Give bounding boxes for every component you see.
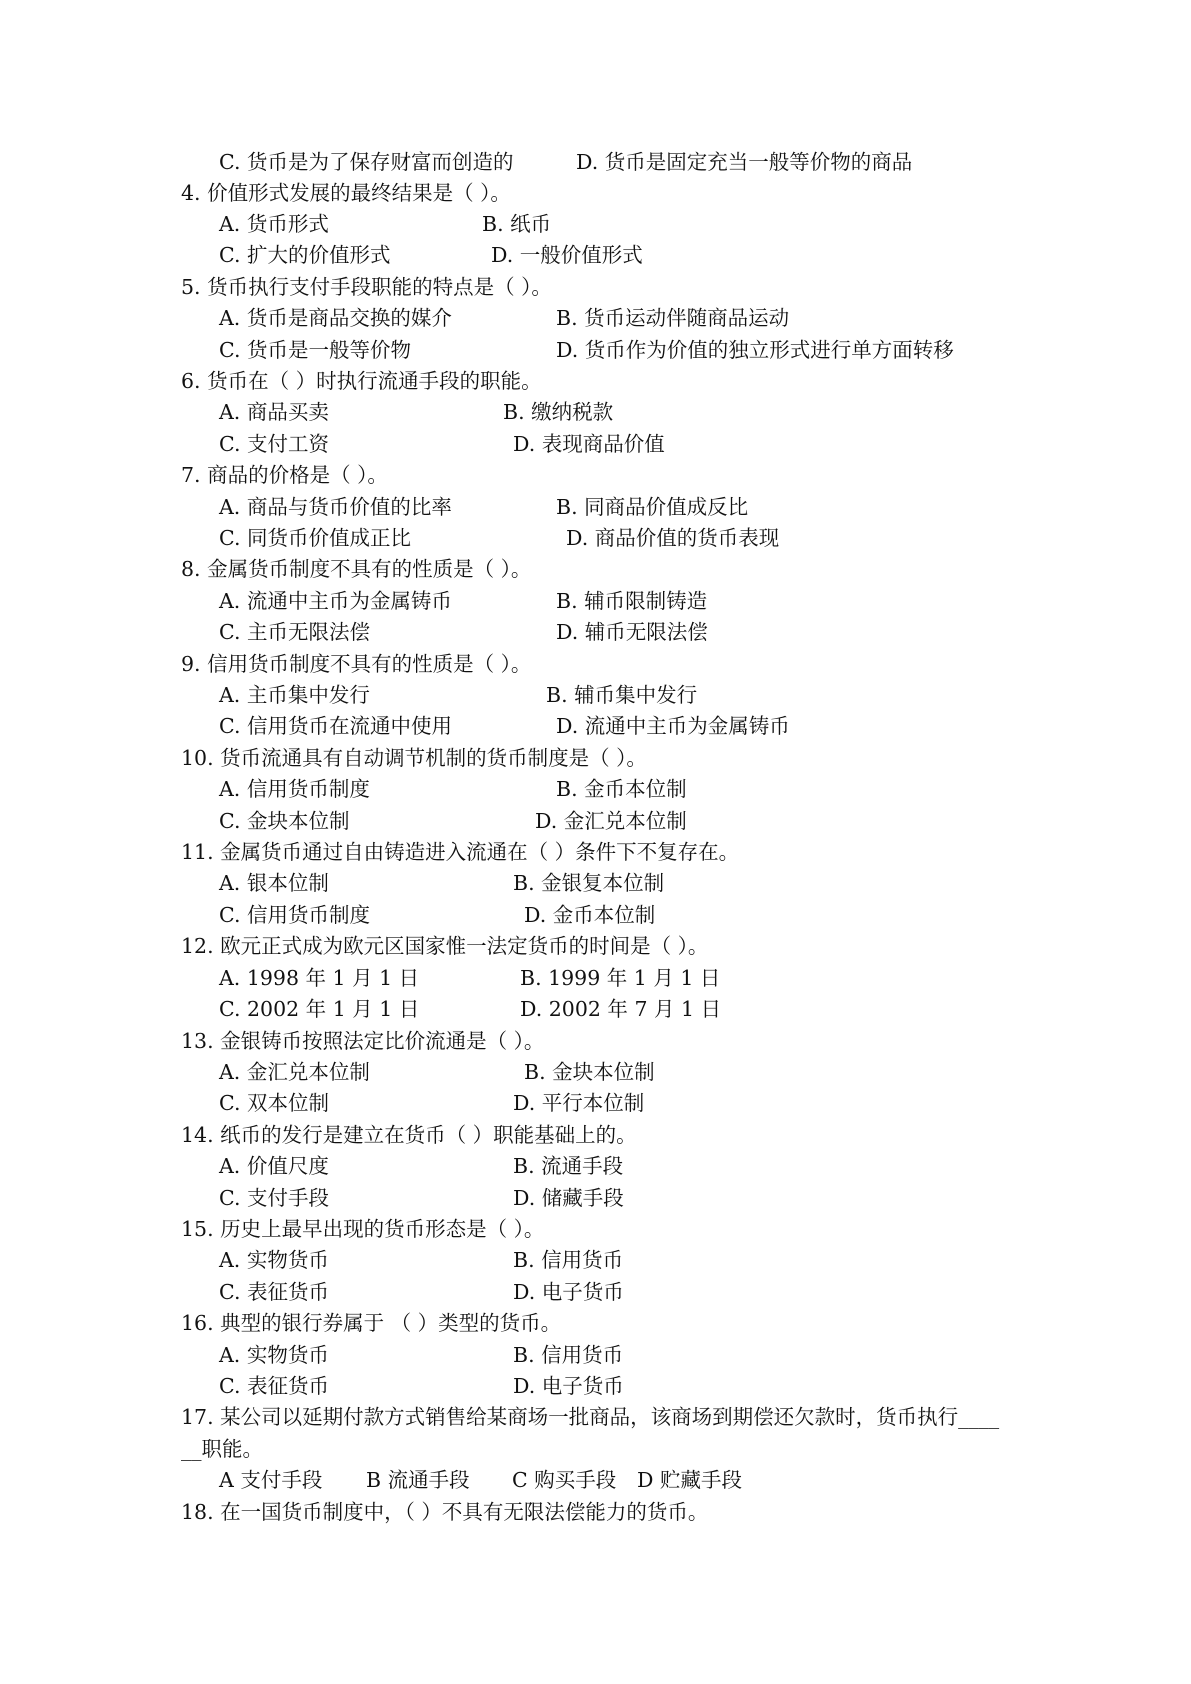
option-7b: B. 同商品价值成反比: [556, 495, 749, 519]
question-16: 16. 典型的银行券属于 （ ）类型的货币。: [181, 1311, 562, 1335]
option-16b: B. 信用货币: [513, 1343, 624, 1367]
option-10d: D. 金汇兑本位制: [535, 809, 687, 833]
question-15: 15. 历史上最早出现的货币形态是（ ）。: [181, 1217, 545, 1241]
option-16d: D. 电子货币: [513, 1374, 624, 1398]
question-9: 9. 信用货币制度不具有的性质是（ ）。: [181, 652, 532, 676]
option-16a: A. 实物货币: [219, 1343, 329, 1367]
question-4: 4. 价值形式发展的最终结果是（ ）。: [181, 181, 511, 205]
option-9a: A. 主币集中发行: [219, 683, 370, 707]
option-10c: C. 金块本位制: [219, 809, 350, 833]
question-10: 10. 货币流通具有自动调节机制的货币制度是（ ）。: [181, 746, 647, 770]
option-5a: A. 货币是商品交换的媒介: [219, 306, 452, 330]
option-13b: B. 金块本位制: [524, 1060, 655, 1084]
option-8d: D. 辅币无限法偿: [556, 620, 708, 644]
option-15c: C. 表征货币: [219, 1280, 329, 1304]
option-14c: C. 支付手段: [219, 1186, 329, 1210]
question-13: 13. 金银铸币按照法定比价流通是（ ）。: [181, 1029, 545, 1053]
option-11d: D. 金币本位制: [524, 903, 656, 927]
option-13c: C. 双本位制: [219, 1091, 329, 1115]
option-7d: D. 商品价值的货币表现: [566, 526, 780, 550]
option-5d: D. 货币作为价值的独立形式进行单方面转移: [556, 338, 954, 362]
question-14: 14. 纸币的发行是建立在货币（ ）职能基础上的。: [181, 1123, 637, 1147]
option-4b: B. 纸币: [482, 212, 552, 236]
question-5: 5. 货币执行支付手段职能的特点是（ ）。: [181, 275, 552, 299]
option-4a: A. 货币形式: [219, 212, 329, 236]
option-3c: C. 货币是为了保存财富而创造的: [219, 150, 514, 174]
option-11a: A. 银本位制: [219, 871, 329, 895]
option-9d: D. 流通中主币为金属铸币: [556, 714, 790, 738]
option-5c: C. 货币是一般等价物: [219, 338, 411, 362]
option-15a: A. 实物货币: [219, 1248, 329, 1272]
option-5b: B. 货币运动伴随商品运动: [556, 306, 790, 330]
option-14b: B. 流通手段: [513, 1154, 624, 1178]
question-8: 8. 金属货币制度不具有的性质是（ ）。: [181, 557, 532, 581]
option-13d: D. 平行本位制: [513, 1091, 645, 1115]
question-18: 18. 在一国货币制度中，（ ）不具有无限法偿能力的货币。: [181, 1500, 709, 1524]
option-11c: C. 信用货币制度: [219, 903, 370, 927]
option-9b: B. 辅币集中发行: [546, 683, 698, 707]
question-12: 12. 欧元正式成为欧元区国家惟一法定货币的时间是（ ）。: [181, 934, 709, 958]
option-8a: A. 流通中主币为金属铸币: [219, 589, 452, 613]
option-4d: D. 一般价值形式: [491, 243, 643, 267]
option-7a: A. 商品与货币价值的比率: [219, 495, 452, 519]
option-10b: B. 金币本位制: [556, 777, 687, 801]
option-17b: B 流通手段: [366, 1468, 470, 1492]
option-6a: A. 商品买卖: [219, 400, 329, 424]
question-11: 11. 金属货币通过自由铸造进入流通在（ ）条件下不复存在。: [181, 840, 740, 864]
question-17: 17. 某公司以延期付款方式销售给某商场一批商品，该商场到期偿还欠款时，货币执行____: [181, 1405, 1000, 1429]
option-12c: C. 2002 年 1 月 1 日: [219, 997, 420, 1021]
option-6c: C. 支付工资: [219, 432, 329, 456]
option-8c: C. 主币无限法偿: [219, 620, 370, 644]
option-12d: D. 2002 年 7 月 1 日: [520, 997, 722, 1021]
option-14d: D. 储藏手段: [513, 1186, 624, 1210]
option-15d: D. 电子货币: [513, 1280, 624, 1304]
option-17c: C 购买手段: [512, 1468, 617, 1492]
question-7: 7. 商品的价格是（ ）。: [181, 463, 388, 487]
question-6: 6. 货币在（ ）时执行流通手段的职能。: [181, 369, 542, 393]
option-17a: A 支付手段: [219, 1468, 323, 1492]
option-4c: C. 扩大的价值形式: [219, 243, 391, 267]
option-10a: A. 信用货币制度: [219, 777, 370, 801]
option-11b: B. 金银复本位制: [513, 871, 665, 895]
option-6d: D. 表现商品价值: [513, 432, 665, 456]
option-15b: B. 信用货币: [513, 1248, 624, 1272]
option-12a: A. 1998 年 1 月 1 日: [219, 966, 420, 990]
option-8b: B. 辅币限制铸造: [556, 589, 708, 613]
option-14a: A. 价值尺度: [219, 1154, 329, 1178]
question-17-continued: __职能。: [181, 1437, 263, 1461]
option-16c: C. 表征货币: [219, 1374, 329, 1398]
option-17d: D 贮藏手段: [637, 1468, 742, 1492]
option-3d: D. 货币是固定充当一般等价物的商品: [576, 150, 913, 174]
option-6b: B. 缴纳税款: [503, 400, 614, 424]
option-7c: C. 同货币价值成正比: [219, 526, 411, 550]
option-12b: B. 1999 年 1 月 1 日: [520, 966, 721, 990]
option-13a: A. 金汇兑本位制: [219, 1060, 370, 1084]
option-9c: C. 信用货币在流通中使用: [219, 714, 452, 738]
